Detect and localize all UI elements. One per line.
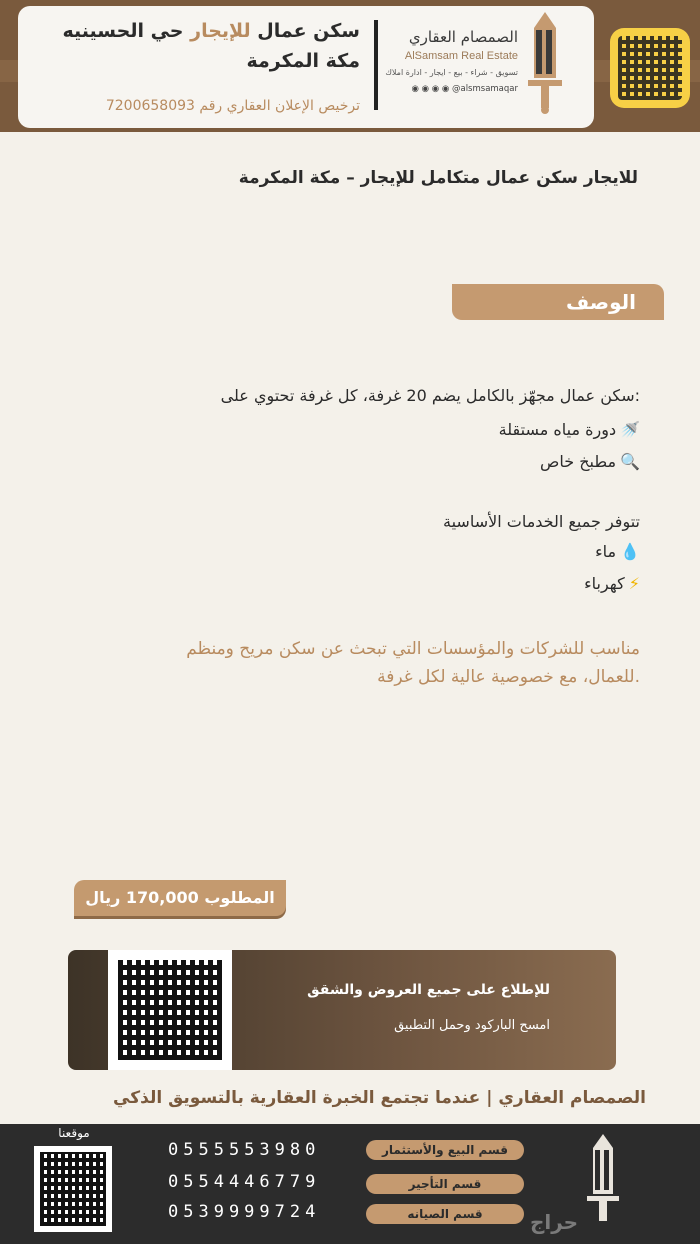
sword-logo-icon <box>520 8 570 116</box>
magnifier-icon: 🔍 <box>620 452 640 471</box>
title-part1: سكن عمال <box>250 20 360 42</box>
suitability-text-line1: مناسب للشركات والمؤسسات التي تبحث عن سكن مريح ومنظم <box>186 639 640 659</box>
service-label: ماء <box>595 542 617 561</box>
title-city: مكة المكرمة <box>246 50 360 72</box>
feature-label: مطبخ خاص <box>540 452 617 471</box>
qr-pattern <box>118 960 222 1060</box>
license-number: ترخيص الإعلان العقاري رقم 7200658093 <box>105 98 360 114</box>
lightning-icon: ⚡ <box>628 574 640 593</box>
location-qr-code[interactable] <box>34 1146 112 1232</box>
title-part2: حي الحسينيه <box>62 20 191 42</box>
company-slogan: الصمصام العقاري | عندما تجتمع الخبرة العقارية بالتسويق الذكي <box>113 1088 646 1108</box>
service-item <box>60 542 640 561</box>
price-badge: المطلوب 170,000 ريال <box>74 880 286 916</box>
description-label: الوصف <box>452 284 664 320</box>
feature-item <box>60 452 640 471</box>
footer-sword-logo-icon <box>580 1130 626 1230</box>
shower-icon: 🚿 <box>620 420 640 439</box>
snapchat-qr-code[interactable] <box>610 28 690 108</box>
department-sales-label: قسم البيع والأستثمار <box>366 1140 524 1160</box>
listing-subtitle: للايجار سكن عمال متكامل للإيجار – مكة المكرمة <box>238 168 638 188</box>
cta-instruction: امسح الباركود وحمل التطبيق <box>394 1018 550 1033</box>
qr-pattern <box>40 1152 106 1226</box>
service-label: كهرباء <box>584 574 625 593</box>
social-handle[interactable] <box>378 84 518 94</box>
brand-name-arabic: الصمصام العقاري <box>408 28 518 46</box>
water-drop-icon: 💧 <box>620 542 640 561</box>
feature-item <box>60 420 640 439</box>
services-heading: تتوفر جميع الخدمات الأساسية <box>443 512 640 531</box>
social-handle-text: @alsmsamaqar <box>451 84 518 94</box>
intro-text: :سكن عمال مجهّز بالكامل يضم 20 غرفة، كل غرفة تحتوي على <box>220 386 640 405</box>
phone-rental[interactable]: 0554446779 <box>168 1172 321 1192</box>
qr-pattern <box>618 36 682 100</box>
brand-name-english: AlSamsam Real Estate <box>404 50 518 62</box>
suitability-text-line2: .للعمال، مع خصوصية عالية لكل غرفة <box>377 667 640 687</box>
header-divider <box>374 20 378 110</box>
haraj-watermark: حراج <box>529 1210 579 1234</box>
social-icons: ◉ ◉ ◉ ◉ <box>411 84 452 94</box>
phone-sales[interactable]: 0555553980 <box>168 1140 321 1160</box>
department-rental-label: قسم التأجير <box>366 1174 524 1194</box>
title-highlight: للإيجار <box>190 20 251 42</box>
service-item <box>60 574 640 593</box>
listing-title <box>26 16 360 76</box>
location-label: موقعنا <box>58 1126 90 1140</box>
department-maintenance-label: قسم الصيانه <box>366 1204 524 1224</box>
app-qr-code[interactable] <box>108 950 232 1070</box>
phone-maintenance[interactable]: 0539999724 <box>168 1202 321 1222</box>
feature-label: دورة مياه مستقلة <box>498 420 617 439</box>
cta-heading: للإطلاع على جميع العروض والشقق <box>307 982 550 998</box>
brand-tagline: تسويق - شراء - بيع - ايجار - ادارة املاك <box>385 68 518 77</box>
